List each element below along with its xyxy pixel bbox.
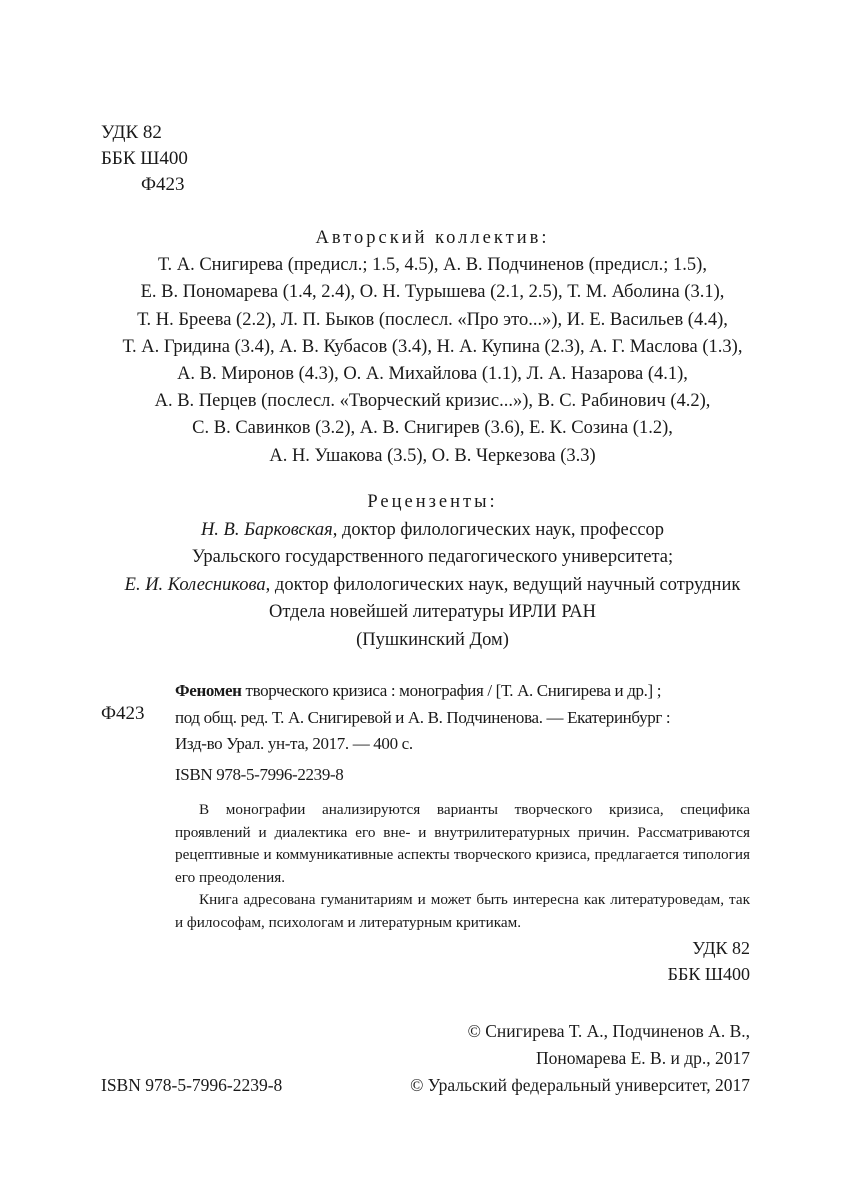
- reviewer-2-affiliation-extra: (Пушкинский Дом): [356, 629, 509, 650]
- authors-line: А. В. Миронов (4.3), О. А. Михайлова (1.1), Л. А. Назарова (4.1),: [177, 363, 688, 384]
- abstract-paragraph-1: В монографии анализируются варианты творческого кризиса, специфика проявлений и диалектика его вне- и внутрилитературных причин. Рассматриваются рецептивные и коммуникативные аспекты творческого кризиса, предлагается типология его преодоления.: [175, 801, 750, 886]
- udk-code-bottom: УДК 82: [692, 938, 750, 958]
- authors-line: Т. Н. Бреева (2.2), Л. П. Быков (послесл. «Про это...»), И. Е. Васильев (4.4),: [137, 309, 728, 330]
- reviewer-2-affiliation: Отдела новейшей литературы ИРЛИ РАН: [268, 602, 596, 622]
- authors-line: А. Н. Ушакова (3.5), О. В. Черкезова (3.3): [269, 445, 596, 466]
- authors-line: С. В. Савинков (3.2), А. В. Снигирев (3.6), Е. К. Созина (1.2),: [192, 418, 673, 439]
- authors-line: Т. А. Гридина (3.4), А. В. Кубасов (3.4), Н. А. Купина (2.3), А. Г. Маслова (1.3),: [122, 336, 743, 357]
- bib-title-line: [175, 682, 661, 699]
- bib-author-mark: Ф423: [101, 703, 145, 724]
- authors-section: [60, 225, 805, 470]
- abstract-paragraph-2: Книга адресована гуманитариям и может быть интересна как литературоведам, так и философам, психологам и литературным критикам.: [175, 891, 750, 931]
- isbn-bottom: ISBN 978-5-7996-2239-8: [101, 1075, 283, 1095]
- authors-line: Т. А. Снигирева (предисл.; 1.5, 4.5), А. В. Подчиненов (предисл.; 1.5),: [158, 255, 707, 276]
- copyright-line-3: © Уральский федеральный университет, 2017: [410, 1075, 750, 1095]
- reviewer-1-affiliation: Уральского государственного педагогического университета;: [191, 547, 674, 567]
- reviewers-heading: Рецензенты:: [367, 492, 498, 512]
- reviewer-1-name: Н. В. Барковская: [200, 519, 333, 540]
- udk-code: УДК 82: [101, 122, 162, 143]
- author-mark: Ф423: [141, 174, 185, 195]
- abstract: [175, 799, 750, 935]
- bib-publisher-line: Изд-во Урал. ун-та, 2017. — 400 с.: [175, 734, 413, 753]
- reviewer-2: [60, 572, 805, 600]
- reviewers-section: [60, 489, 805, 654]
- reviewer-1: [60, 517, 805, 545]
- copyright-line-2: Пономарева Е. В. и др., 2017: [536, 1048, 750, 1068]
- bbk-code: ББК Ш400: [101, 148, 188, 169]
- bib-editors-line: под общ. ред. Т. А. Снигиревой и А. В. Подчиненова. — Екатеринбург :: [175, 708, 671, 727]
- reviewer-2-name: Е. И. Колесникова: [124, 574, 266, 595]
- bbk-code-bottom: ББК Ш400: [667, 964, 750, 984]
- reviewer-2-degree: , доктор филологических наук, ведущий научный сотрудник: [265, 574, 741, 595]
- copyright-line-1: © Снигирева Т. А., Подчиненов А. В.,: [467, 1021, 750, 1041]
- authors-heading: Авторский коллектив:: [315, 228, 550, 248]
- bib-title-rest: творческого кризиса : монография / [Т. А. Снигирева и др.] ;: [241, 681, 662, 700]
- authors-line: Е. В. Пономарева (1.4, 2.4), О. Н. Турышева (2.1, 2.5), Т. М. Аболина (3.1),: [140, 282, 725, 303]
- bib-title-bold: Феномен: [175, 681, 242, 700]
- reviewer-1-degree: , доктор филологических наук, профессор: [332, 519, 665, 540]
- authors-line: А. В. Перцев (послесл. «Творческий кризис...»), В. С. Рабинович (4.2),: [154, 391, 711, 412]
- bib-isbn: ISBN 978-5-7996-2239-8: [175, 765, 344, 784]
